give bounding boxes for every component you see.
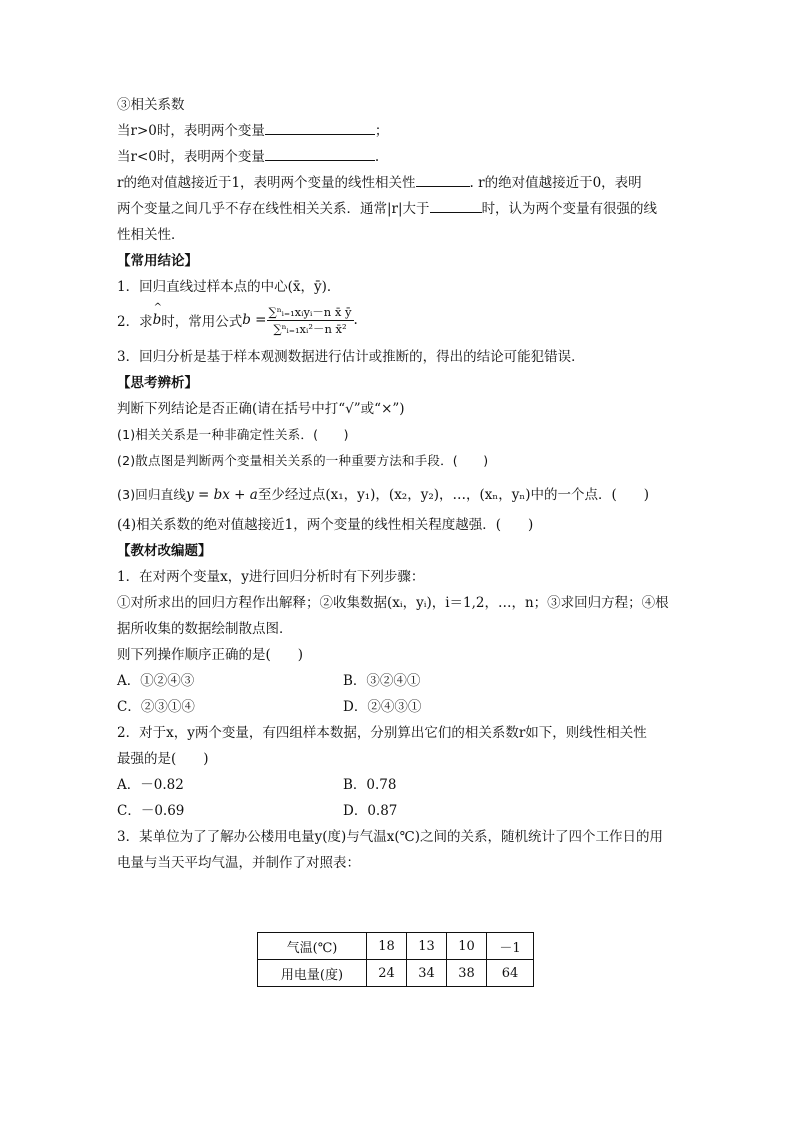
think-question-3-post: 至少经过点(x₁，y₁)，(x₂，y₂)，…，(xₙ，yₙ)中的一个点．( ) [257,487,650,503]
common-item-2-pre: 2．求 [117,314,153,330]
table-cell: 13 [407,933,447,960]
table-cell: 38 [447,960,487,987]
problem-3-line-1: 3．某单位为了了解办公楼用电量y(度)与气温x(℃)之间的关系，随机统计了四个工作日的用 [117,829,663,845]
common-heading: 【常用结论】 [117,253,198,269]
table-cell: 10 [447,933,487,960]
formula-lhs: b = [242,312,267,328]
problem-3-line-2: 电量与当天平均气温，并制作了对照表： [117,855,360,871]
problem-1-line-1: 1．在对两个变量x，y进行回归分析时有下列步骤： [117,569,425,585]
think-intro: 判断下列结论是否正确(请在括号中打“√”或“×”) [117,401,405,417]
fill-blank-2[interactable] [265,146,375,161]
problem-2-option-c[interactable]: C．－0.69 [117,803,185,819]
fill-blank-4[interactable] [430,198,482,213]
problem-2-options-row-1 [117,772,677,798]
problem-2-line-1: 2．对于x，y两个变量，有四组样本数据，分别算出它们的相关系数r如下，则线性相关性 [117,725,647,741]
regression-line-equation: y = bx + a [186,487,258,503]
corr-line-3a: r的绝对值越接近于1，表明两个变量的线性相关性 [117,175,416,191]
problem-1-line-2: ①对所求出的回归方程作出解释；②收集数据(xᵢ，yᵢ)，i＝1,2，…，n；③求回归方程；④根 [117,595,669,611]
table-cell: 64 [487,960,534,987]
corr-line-2-text: 当r<0时，表明两个变量 [117,149,265,165]
think-question-1: (1)相关关系是一种非确定性关系．( ) [117,427,349,442]
corr-line-3 [117,170,677,196]
problem-2-option-b[interactable]: B．0.78 [343,777,397,793]
corr-line-1-text: 当r>0时，表明两个变量 [117,123,265,139]
corr-line-1-end: ； [374,123,389,139]
textbook-heading: 【教材改编题】 [117,543,212,559]
table-cell: 24 [367,960,407,987]
table-cell: －1 [487,933,534,960]
corr-line-4 [117,196,677,222]
table-row [258,933,534,960]
think-question-2: (2)散点图是判断两个变量相关关系的一种重要方法和手段．( ) [117,453,489,468]
think-question-4: (4)相关系数的绝对值越接近1，两个变量的线性相关程度越强．( ) [117,517,534,533]
content-body [117,92,677,876]
think-question-3 [117,482,677,508]
problem-2-options-row-2 [117,798,677,824]
table-cell: 18 [367,933,407,960]
problem-1-option-d[interactable]: D．②④③① [343,699,422,715]
corr-line-1 [117,118,677,144]
problem-1-options-row-1 [117,668,677,694]
corr-line-2-end: . [374,149,380,165]
problem-1-options-row-2 [117,694,677,720]
fill-blank-3[interactable] [416,172,470,187]
common-item-2-mid: 时，常用公式 [161,314,243,330]
table-row-header: 气温(℃) [258,933,367,960]
corr-line-4a: 两个变量之间几乎不存在线性相关关系．通常|r|大于 [117,201,430,217]
corr-line-4b: 时，认为两个变量有很强的线 [481,201,658,217]
common-item-3: 3．回归分析是基于样本观测数据进行估计或推断的，得出的结论可能犯错误． [117,349,585,365]
corr-title: ③相关系数 [117,97,185,113]
think-heading: 【思考辨析】 [117,375,198,391]
problem-1-line-4: 则下列操作顺序正确的是( ) [117,647,304,663]
regression-fraction [267,305,354,336]
corr-line-5: 性相关性． [117,227,185,243]
temperature-power-table [257,932,534,987]
problem-1-option-b[interactable]: B．③②④① [343,673,421,689]
fraction-numerator: ∑ⁿᵢ₌₁xᵢyᵢ－n x̄ ȳ [268,304,352,319]
common-item-2-end: . [353,312,358,328]
corr-line-3b: . r的绝对值越接近于0，表明 [469,175,642,191]
table-row [258,960,534,987]
fraction-denominator: ∑ⁿᵢ₌₁xᵢ²－n x̄² [273,321,347,336]
table-cell: 34 [407,960,447,987]
fill-blank-1[interactable] [265,120,375,135]
think-question-3-pre: (3)回归直线 [117,487,187,502]
problem-2-line-2: 最强的是( ) [117,751,209,767]
corr-line-2 [117,144,677,170]
problem-1-line-3: 据所收集的数据绘制散点图． [117,621,293,637]
common-item-1: 1．回归直线过样本点的中心(x̄，ȳ)． [117,279,341,295]
b-hat-symbol: ^ b [153,312,162,328]
problem-2-option-d[interactable]: D．0.87 [343,803,398,819]
common-item-2 [117,300,677,340]
problem-1-option-c[interactable]: C．②③①④ [117,699,195,715]
table-row-header: 用电量(度) [258,960,367,987]
problem-2-option-a[interactable]: A．－0.82 [117,777,184,793]
problem-1-option-a[interactable]: A．①②④③ [117,673,195,689]
